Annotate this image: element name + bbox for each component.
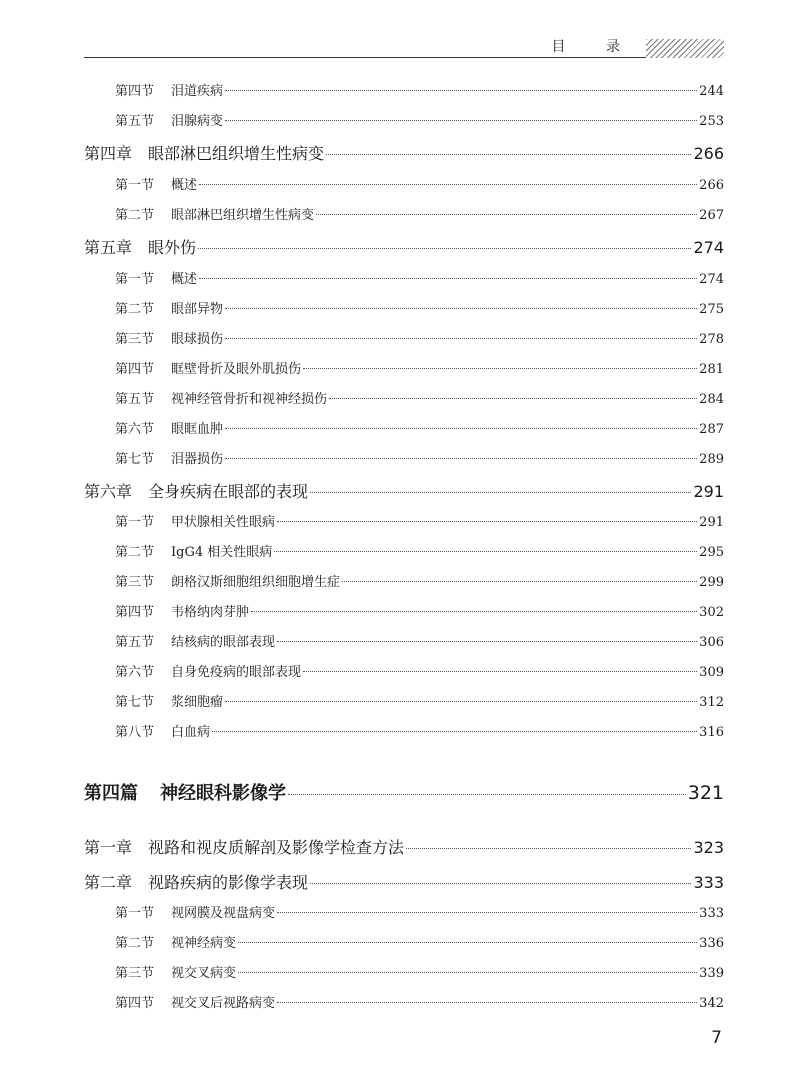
toc-entry-title: 眼眶血肿 (171, 422, 224, 437)
toc-entry-page: 306 (699, 635, 724, 650)
toc-entry-page: 281 (699, 362, 724, 377)
toc-entry-title: 泪腺病变 (171, 114, 224, 129)
toc-entry-number: 第四节 (115, 84, 155, 99)
toc-section-entry (115, 932, 724, 951)
dot-leader (212, 731, 697, 732)
toc-entry-number: 第四节 (115, 996, 155, 1011)
toc-entry-page: 321 (687, 782, 724, 804)
toc-entry-title: 自身免疫病的眼部表现 (171, 665, 302, 680)
toc-section-entry (115, 388, 724, 407)
dot-leader (288, 794, 686, 795)
toc-entry-title: 概述 (171, 178, 198, 193)
dot-leader (199, 278, 697, 279)
toc-entry-number: 第二节 (115, 208, 155, 223)
toc-section-entry (115, 204, 724, 223)
dot-leader (225, 458, 697, 459)
toc-entry-page: 342 (699, 996, 724, 1011)
toc-entry-title: 视交叉病变 (171, 966, 237, 981)
dot-leader (225, 90, 697, 91)
toc-entry-title: 眼部异物 (171, 302, 224, 317)
toc-entry-page: 312 (699, 695, 724, 710)
toc-entry-title: 视交叉后视路病变 (171, 996, 276, 1011)
toc-entry-page: 267 (699, 208, 724, 223)
dot-leader (225, 701, 697, 702)
toc-entry-title: 概述 (171, 272, 198, 287)
dot-leader (406, 848, 691, 849)
toc-section-entry (115, 902, 724, 921)
toc-entry-number: 第四节 (115, 362, 155, 377)
toc-section-entry (115, 448, 724, 467)
toc-entry-page: 287 (699, 422, 724, 437)
dot-leader (225, 308, 697, 309)
toc-entry-title: 视神经病变 (171, 936, 237, 951)
toc-entry-title: 眼球损伤 (171, 332, 224, 347)
toc-entry-page: 266 (699, 178, 724, 193)
toc-entry-number: 第二节 (115, 936, 155, 951)
toc-section-entry (115, 631, 724, 650)
toc-entry-page: 284 (699, 392, 724, 407)
toc-entry-number: 第七节 (115, 695, 155, 710)
toc-entry-number: 第六章 (84, 482, 133, 501)
toc-section-entry (115, 992, 724, 1011)
dot-leader (310, 883, 691, 884)
toc-entry-number: 第一节 (115, 515, 155, 530)
toc-chapter-entry (84, 479, 724, 502)
toc-entry-title: 结核病的眼部表现 (171, 635, 276, 650)
toc-entry-page: 275 (699, 302, 724, 317)
toc-section-entry (115, 418, 724, 437)
toc-entry-page: 266 (693, 144, 724, 163)
toc-entry-page: 278 (699, 332, 724, 347)
toc-entry-title: IgG4 相关性眼病 (171, 545, 273, 560)
dot-leader (199, 184, 697, 185)
toc-entry-number: 第二节 (115, 545, 155, 560)
toc-entry-number: 第一章 (84, 838, 133, 857)
toc-section-entry (115, 358, 724, 377)
dot-leader (316, 214, 697, 215)
toc-entry-page: 295 (699, 545, 724, 560)
toc-entry-number: 第二章 (84, 873, 133, 892)
dot-leader (310, 492, 691, 493)
toc-entry-number: 第五节 (115, 114, 155, 129)
dot-leader (274, 551, 697, 552)
page-number: 7 (711, 1028, 722, 1048)
toc-section-entry (115, 962, 724, 981)
toc-entry-page: 302 (699, 605, 724, 620)
toc-section-entry (115, 571, 724, 590)
toc-entry-number: 第一节 (115, 272, 155, 287)
toc-section-entry (115, 110, 724, 129)
toc-entry-number: 第四章 (84, 144, 133, 163)
dot-leader (225, 428, 697, 429)
toc-entry-number: 第六节 (115, 665, 155, 680)
toc-entry-number: 第三节 (115, 966, 155, 981)
toc-chapter-entry (84, 870, 724, 893)
toc-entry-page: 274 (693, 238, 724, 257)
toc-entry-number: 第二节 (115, 302, 155, 317)
dot-leader (326, 154, 691, 155)
toc-entry-title: 眼外伤 (148, 238, 197, 257)
toc-entry-number: 第一节 (115, 178, 155, 193)
toc-entry-number: 第四篇 (84, 783, 138, 804)
toc-entry-title: 泪道疾病 (171, 84, 224, 99)
toc-entry-title: 白血病 (171, 725, 211, 740)
toc-entry-title: 视路疾病的影像学表现 (148, 873, 309, 892)
dot-leader (277, 641, 697, 642)
dot-leader (251, 611, 697, 612)
toc-entry-page: 309 (699, 665, 724, 680)
dot-leader (277, 1002, 697, 1003)
dot-leader (238, 942, 697, 943)
toc-entry-number: 第八节 (115, 725, 155, 740)
toc-entry-page: 339 (699, 966, 724, 981)
toc-section-entry (115, 691, 724, 710)
toc-entry-page: 299 (699, 575, 724, 590)
toc-entry-page: 333 (699, 906, 724, 921)
toc-section-entry (115, 80, 724, 99)
toc-entry-title: 眶壁骨折及眼外肌损伤 (171, 362, 302, 377)
dot-leader (329, 398, 697, 399)
toc-section-entry (115, 511, 724, 530)
dot-leader (238, 972, 697, 973)
toc-entry-number: 第四节 (115, 605, 155, 620)
toc-entry-number: 第五节 (115, 635, 155, 650)
dot-leader (342, 581, 697, 582)
toc-entry-title: 朗格汉斯细胞组织细胞增生症 (171, 575, 341, 590)
toc-entry-page: 274 (699, 272, 724, 287)
toc-entry-title: 甲状腺相关性眼病 (171, 515, 276, 530)
toc-entry-number: 第六节 (115, 422, 155, 437)
toc-entry-page: 244 (699, 84, 724, 99)
toc-entry-page: 323 (693, 838, 724, 857)
toc-entry-title: 神经眼科影像学 (160, 783, 286, 804)
header-hatch-decoration (646, 39, 724, 58)
header-title: 目 录 (551, 39, 638, 55)
dot-leader (198, 248, 691, 249)
toc-entry-page: 333 (693, 873, 724, 892)
toc-chapter-entry (84, 141, 724, 164)
toc-section-entry (115, 268, 724, 287)
dot-leader (303, 368, 697, 369)
toc-section-entry (115, 721, 724, 740)
dot-leader (277, 912, 697, 913)
dot-leader (225, 120, 697, 121)
toc-entry-title: 浆细胞瘤 (171, 695, 224, 710)
toc-section-entry (115, 541, 724, 560)
toc-entry-page: 289 (699, 452, 724, 467)
dot-leader (225, 338, 697, 339)
toc-entry-page: 253 (699, 114, 724, 129)
toc-chapter-entry (84, 235, 724, 258)
toc-entry-title: 全身疾病在眼部的表现 (148, 482, 309, 501)
toc-section-entry (115, 601, 724, 620)
toc-entry-page: 336 (699, 936, 724, 951)
toc-section-entry (115, 328, 724, 347)
toc-entry-number: 第三节 (115, 575, 155, 590)
toc-entry-title: 眼部淋巴组织增生性病变 (171, 208, 315, 223)
toc-entry-page: 291 (693, 482, 724, 501)
toc-section-entry (115, 661, 724, 680)
toc-entry-title: 视路和视皮质解剖及影像学检查方法 (148, 838, 405, 857)
toc-entry-title: 泪器损伤 (171, 452, 224, 467)
toc-entry-number: 第一节 (115, 906, 155, 921)
dot-leader (277, 521, 697, 522)
toc-entry-number: 第七节 (115, 452, 155, 467)
toc-entry-number: 第五章 (84, 238, 133, 257)
toc-part-entry (84, 779, 724, 805)
dot-leader (303, 671, 697, 672)
toc-chapter-entry (84, 835, 724, 858)
toc-entry-page: 316 (699, 725, 724, 740)
toc-entry-title: 视网膜及视盘病变 (171, 906, 276, 921)
header-rule (84, 57, 650, 58)
toc-entry-number: 第五节 (115, 392, 155, 407)
toc-entry-title: 眼部淋巴组织增生性病变 (148, 144, 325, 163)
toc-entry-title: 韦格纳肉芽肿 (171, 605, 250, 620)
toc-section-entry (115, 298, 724, 317)
running-header (84, 36, 724, 60)
toc-entry-number: 第三节 (115, 332, 155, 347)
toc-section-entry (115, 174, 724, 193)
toc-entry-page: 291 (699, 515, 724, 530)
toc-entry-title: 视神经管骨折和视神经损伤 (171, 392, 328, 407)
